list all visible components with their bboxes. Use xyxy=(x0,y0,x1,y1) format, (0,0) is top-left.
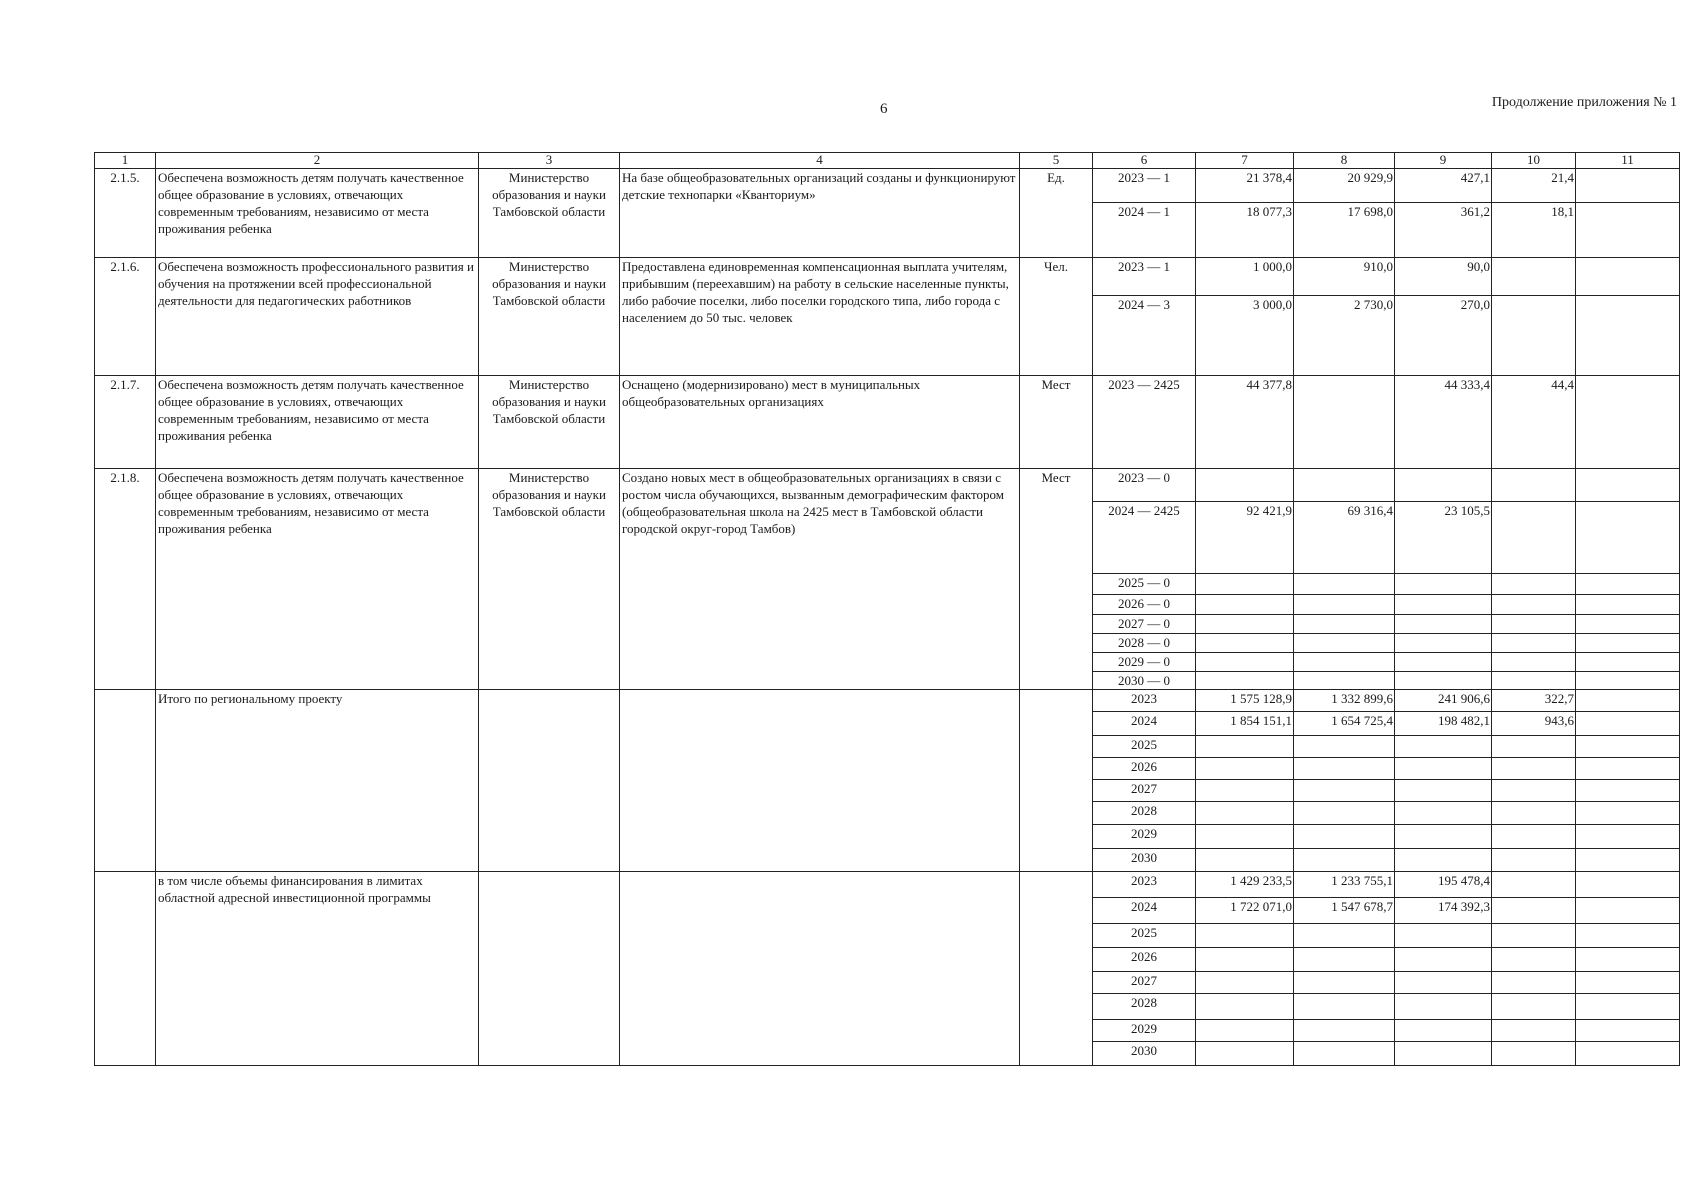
value-cell xyxy=(1492,595,1576,615)
value-cell xyxy=(1492,898,1576,924)
value-cell xyxy=(1395,924,1492,948)
value-cell: 1 575 128,9 xyxy=(1196,690,1294,712)
value-cell: 44 377,8 xyxy=(1196,376,1294,469)
value-cell xyxy=(1576,615,1680,634)
result-text: Обеспечена возможность профессионального развития и обучения на протяжении всей профессиональной деятельности для педагогических работников xyxy=(156,258,479,376)
table-row xyxy=(95,258,1680,296)
value-cell xyxy=(1492,802,1576,825)
value-cell xyxy=(1576,296,1680,376)
value-cell xyxy=(1576,1042,1680,1066)
year-cell: 2024 xyxy=(1093,898,1196,924)
value-cell: 1 429 233,5 xyxy=(1196,872,1294,898)
value-cell xyxy=(1294,758,1395,780)
value-cell xyxy=(1576,736,1680,758)
value-cell: 198 482,1 xyxy=(1395,712,1492,736)
year-cell: 2023 — 1 xyxy=(1093,169,1196,203)
header-cell: 11 xyxy=(1576,153,1680,169)
year-cell: 2024 — 2425 xyxy=(1093,502,1196,574)
value-cell: 23 105,5 xyxy=(1395,502,1492,574)
measure-text: Предоставлена единовременная компенсационная выплата учителям, прибывшим (переехавшим) на работу в сельские населенные пункты, либо рабочие поселки, либо поселки городского типа, либо города с населением до 50 тыс. человек xyxy=(620,258,1020,376)
value-cell: 241 906,6 xyxy=(1395,690,1492,712)
value-cell xyxy=(1492,1042,1576,1066)
unit-text xyxy=(1020,690,1093,872)
value-cell: 17 698,0 xyxy=(1294,203,1395,258)
value-cell: 20 929,9 xyxy=(1294,169,1395,203)
value-cell xyxy=(1294,595,1395,615)
value-cell xyxy=(1395,736,1492,758)
header-cell: 4 xyxy=(620,153,1020,169)
value-cell: 1 722 071,0 xyxy=(1196,898,1294,924)
header-cell: 1 xyxy=(95,153,156,169)
executor-text: Министерство образования и науки Тамбовской области xyxy=(479,258,620,376)
header-cell: 2 xyxy=(156,153,479,169)
value-cell xyxy=(1196,653,1294,672)
year-cell: 2024 — 1 xyxy=(1093,203,1196,258)
value-cell xyxy=(1492,469,1576,502)
page-number: 6 xyxy=(880,101,888,117)
value-cell xyxy=(1576,595,1680,615)
value-cell: 3 000,0 xyxy=(1196,296,1294,376)
value-cell xyxy=(1395,972,1492,994)
unit-text: Ед. xyxy=(1020,169,1093,258)
value-cell xyxy=(1576,203,1680,258)
year-cell: 2026 — 0 xyxy=(1093,595,1196,615)
value-cell xyxy=(1492,758,1576,780)
value-cell: 2 730,0 xyxy=(1294,296,1395,376)
year-cell: 2023 xyxy=(1093,872,1196,898)
value-cell xyxy=(1395,574,1492,595)
measure-text: Создано новых мест в общеобразовательных организациях в связи с ростом числа обучающихся, вызванным демографическим фактором (общеобразовательная школа на 2425 мест в Тамбовской области городской округ-город Тамбов) xyxy=(620,469,1020,690)
value-cell xyxy=(1576,849,1680,872)
value-cell: 910,0 xyxy=(1294,258,1395,296)
value-cell: 1 547 678,7 xyxy=(1294,898,1395,924)
value-cell xyxy=(1492,825,1576,849)
value-cell xyxy=(1196,574,1294,595)
value-cell xyxy=(1294,653,1395,672)
value-cell xyxy=(1576,825,1680,849)
year-cell: 2028 — 0 xyxy=(1093,634,1196,653)
value-cell xyxy=(1196,736,1294,758)
year-cell: 2030 xyxy=(1093,1042,1196,1066)
value-cell: 90,0 xyxy=(1395,258,1492,296)
value-cell xyxy=(1196,994,1294,1020)
value-cell xyxy=(1196,758,1294,780)
value-cell xyxy=(1576,872,1680,898)
value-cell xyxy=(1492,972,1576,994)
value-cell xyxy=(1492,634,1576,653)
header-row xyxy=(95,153,1680,169)
value-cell: 1 654 725,4 xyxy=(1294,712,1395,736)
year-cell: 2027 — 0 xyxy=(1093,615,1196,634)
unit-text xyxy=(1020,872,1093,1066)
year-cell: 2026 xyxy=(1093,758,1196,780)
year-cell: 2023 — 1 xyxy=(1093,258,1196,296)
value-cell: 21 378,4 xyxy=(1196,169,1294,203)
executor-text: Министерство образования и науки Тамбовской области xyxy=(479,469,620,690)
value-cell: 69 316,4 xyxy=(1294,502,1395,574)
value-cell xyxy=(1196,634,1294,653)
continuation-note: Продолжение приложения № 1 xyxy=(1491,95,1677,110)
year-cell: 2023 xyxy=(1093,690,1196,712)
value-cell xyxy=(1294,825,1395,849)
value-cell xyxy=(1294,376,1395,469)
value-cell: 270,0 xyxy=(1395,296,1492,376)
value-cell xyxy=(1395,994,1492,1020)
table-row xyxy=(95,469,1680,502)
value-cell xyxy=(1576,690,1680,712)
value-cell: 44 333,4 xyxy=(1395,376,1492,469)
value-cell xyxy=(1196,1020,1294,1042)
year-cell: 2023 — 2425 xyxy=(1093,376,1196,469)
value-cell xyxy=(1395,595,1492,615)
executor-text: Министерство образования и науки Тамбовской области xyxy=(479,169,620,258)
value-cell: 21,4 xyxy=(1492,169,1576,203)
value-cell xyxy=(1492,502,1576,574)
value-cell xyxy=(1576,672,1680,690)
value-cell xyxy=(1395,802,1492,825)
value-cell xyxy=(1294,802,1395,825)
header-cell: 5 xyxy=(1020,153,1093,169)
value-cell xyxy=(1395,825,1492,849)
value-cell xyxy=(1196,672,1294,690)
value-cell: 322,7 xyxy=(1492,690,1576,712)
value-cell xyxy=(1196,849,1294,872)
unit-text: Мест xyxy=(1020,376,1093,469)
row-number xyxy=(95,690,156,872)
value-cell xyxy=(1294,948,1395,972)
value-cell: 1 233 755,1 xyxy=(1294,872,1395,898)
value-cell xyxy=(1395,1020,1492,1042)
value-cell xyxy=(1294,574,1395,595)
value-cell xyxy=(1492,615,1576,634)
value-cell xyxy=(1492,994,1576,1020)
value-cell xyxy=(1294,994,1395,1020)
year-cell: 2028 xyxy=(1093,802,1196,825)
year-cell: 2027 xyxy=(1093,972,1196,994)
value-cell xyxy=(1196,825,1294,849)
value-cell xyxy=(1294,924,1395,948)
header-cell: 9 xyxy=(1395,153,1492,169)
executor-text: Министерство образования и науки Тамбовской области xyxy=(479,376,620,469)
measure-text xyxy=(620,690,1020,872)
value-cell xyxy=(1196,780,1294,802)
value-cell xyxy=(1294,634,1395,653)
value-cell xyxy=(1294,736,1395,758)
value-cell: 1 332 899,6 xyxy=(1294,690,1395,712)
value-cell xyxy=(1395,780,1492,802)
value-cell xyxy=(1492,924,1576,948)
header-cell: 10 xyxy=(1492,153,1576,169)
value-cell xyxy=(1576,376,1680,469)
value-cell xyxy=(1294,972,1395,994)
value-cell xyxy=(1395,634,1492,653)
value-cell xyxy=(1576,634,1680,653)
value-cell xyxy=(1492,672,1576,690)
value-cell xyxy=(1576,502,1680,574)
header-cell: 8 xyxy=(1294,153,1395,169)
row-number: 2.1.5. xyxy=(95,169,156,258)
table-row xyxy=(95,872,1680,898)
value-cell xyxy=(1492,296,1576,376)
value-cell xyxy=(1492,1020,1576,1042)
value-cell xyxy=(1576,802,1680,825)
value-cell xyxy=(1492,736,1576,758)
value-cell: 174 392,3 xyxy=(1395,898,1492,924)
year-cell: 2027 xyxy=(1093,780,1196,802)
value-cell xyxy=(1294,780,1395,802)
header-cell: 6 xyxy=(1093,153,1196,169)
value-cell: 18,1 xyxy=(1492,203,1576,258)
value-cell xyxy=(1576,574,1680,595)
value-cell xyxy=(1492,653,1576,672)
value-cell xyxy=(1492,258,1576,296)
value-cell xyxy=(1576,972,1680,994)
value-cell: 1 000,0 xyxy=(1196,258,1294,296)
value-cell xyxy=(1196,595,1294,615)
value-cell xyxy=(1395,672,1492,690)
value-cell: 427,1 xyxy=(1395,169,1492,203)
value-cell xyxy=(1576,898,1680,924)
year-cell: 2024 xyxy=(1093,712,1196,736)
value-cell xyxy=(1492,948,1576,972)
value-cell xyxy=(1576,948,1680,972)
year-cell: 2030 xyxy=(1093,849,1196,872)
row-number: 2.1.6. xyxy=(95,258,156,376)
value-cell xyxy=(1576,169,1680,203)
year-cell: 2025 xyxy=(1093,924,1196,948)
value-cell xyxy=(1576,712,1680,736)
year-cell: 2028 xyxy=(1093,994,1196,1020)
value-cell xyxy=(1395,758,1492,780)
unit-text: Мест xyxy=(1020,469,1093,690)
year-cell: 2029 xyxy=(1093,1020,1196,1042)
value-cell xyxy=(1196,802,1294,825)
value-cell xyxy=(1395,1042,1492,1066)
value-cell xyxy=(1576,653,1680,672)
total-label: Итого по региональному проекту xyxy=(156,690,479,872)
value-cell xyxy=(1576,258,1680,296)
measure-text: На базе общеобразовательных организаций созданы и функционируют детские технопарки «Кванториум» xyxy=(620,169,1020,258)
measure-text xyxy=(620,872,1020,1066)
table-row xyxy=(95,690,1680,712)
financing-table xyxy=(94,152,1680,1066)
executor-text xyxy=(479,690,620,872)
value-cell xyxy=(1576,1020,1680,1042)
row-number: 2.1.7. xyxy=(95,376,156,469)
value-cell xyxy=(1492,872,1576,898)
value-cell xyxy=(1395,615,1492,634)
result-text: Обеспечена возможность детям получать качественное общее образование в условиях, отвечающих современным требованиям, независимо от места проживания ребенка xyxy=(156,376,479,469)
value-cell xyxy=(1294,615,1395,634)
value-cell xyxy=(1395,948,1492,972)
value-cell: 195 478,4 xyxy=(1395,872,1492,898)
value-cell: 92 421,9 xyxy=(1196,502,1294,574)
value-cell xyxy=(1395,469,1492,502)
value-cell xyxy=(1576,758,1680,780)
year-cell: 2029 xyxy=(1093,825,1196,849)
value-cell xyxy=(1576,780,1680,802)
result-text: Обеспечена возможность детям получать качественное общее образование в условиях, отвечающих современным требованиям, независимо от места проживания ребенка xyxy=(156,169,479,258)
value-cell xyxy=(1196,469,1294,502)
value-cell xyxy=(1395,849,1492,872)
value-cell xyxy=(1196,924,1294,948)
year-cell: 2023 — 0 xyxy=(1093,469,1196,502)
value-cell: 18 077,3 xyxy=(1196,203,1294,258)
unit-text: Чел. xyxy=(1020,258,1093,376)
table-row xyxy=(95,376,1680,469)
row-number: 2.1.8. xyxy=(95,469,156,690)
header-cell: 7 xyxy=(1196,153,1294,169)
value-cell: 1 854 151,1 xyxy=(1196,712,1294,736)
value-cell xyxy=(1395,653,1492,672)
value-cell xyxy=(1196,948,1294,972)
header-cell: 3 xyxy=(479,153,620,169)
measure-text: Оснащено (модернизировано) мест в муниципальных общеобразовательных организациях xyxy=(620,376,1020,469)
year-cell: 2026 xyxy=(1093,948,1196,972)
value-cell xyxy=(1576,994,1680,1020)
value-cell xyxy=(1492,780,1576,802)
value-cell xyxy=(1294,1042,1395,1066)
result-text: Обеспечена возможность детям получать качественное общее образование в условиях, отвечающих современным требованиям, независимо от места проживания ребенка xyxy=(156,469,479,690)
value-cell xyxy=(1492,574,1576,595)
including-label: в том числе объемы финансирования в лимитах областной адресной инвестиционной программы xyxy=(156,872,479,1066)
year-cell: 2024 — 3 xyxy=(1093,296,1196,376)
value-cell xyxy=(1294,1020,1395,1042)
value-cell: 943,6 xyxy=(1492,712,1576,736)
value-cell xyxy=(1576,924,1680,948)
row-number xyxy=(95,872,156,1066)
value-cell xyxy=(1196,615,1294,634)
table-row xyxy=(95,169,1680,203)
executor-text xyxy=(479,872,620,1066)
value-cell xyxy=(1576,469,1680,502)
value-cell xyxy=(1492,849,1576,872)
year-cell: 2025 — 0 xyxy=(1093,574,1196,595)
value-cell: 361,2 xyxy=(1395,203,1492,258)
value-cell xyxy=(1196,972,1294,994)
value-cell xyxy=(1196,1042,1294,1066)
value-cell: 44,4 xyxy=(1492,376,1576,469)
value-cell xyxy=(1294,469,1395,502)
year-cell: 2030 — 0 xyxy=(1093,672,1196,690)
value-cell xyxy=(1294,672,1395,690)
value-cell xyxy=(1294,849,1395,872)
year-cell: 2029 — 0 xyxy=(1093,653,1196,672)
year-cell: 2025 xyxy=(1093,736,1196,758)
